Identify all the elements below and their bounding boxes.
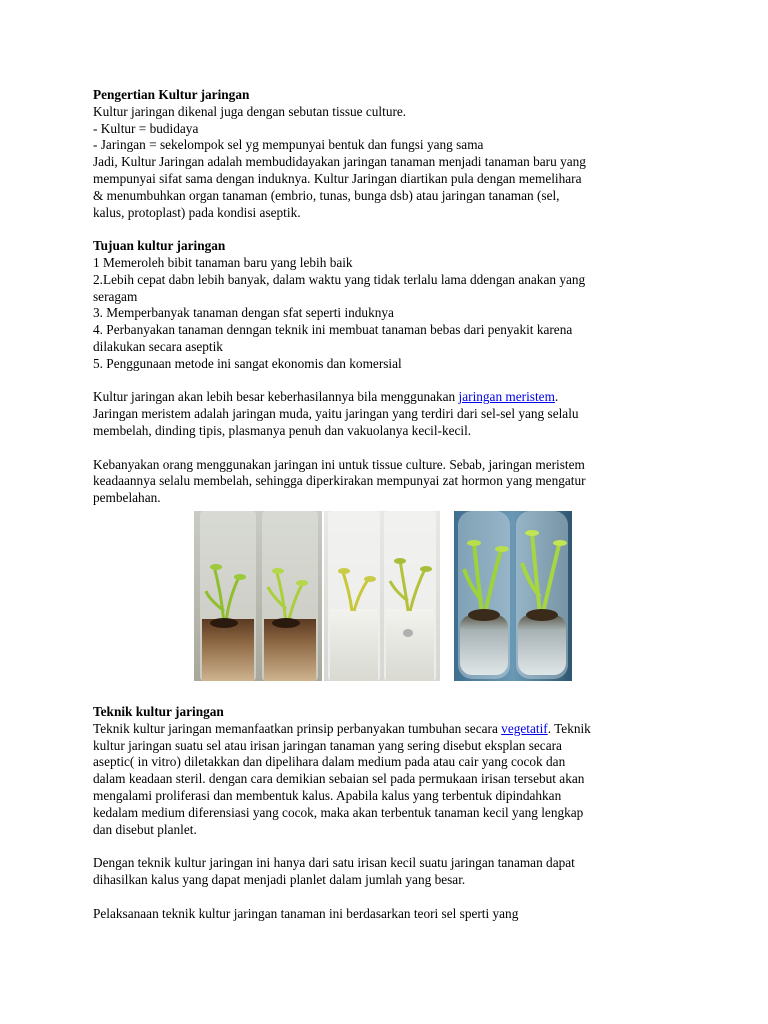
paragraph-gap xyxy=(93,221,693,238)
heading-teknik: Teknik kultur jaringan xyxy=(93,704,224,719)
document-body xyxy=(93,87,693,507)
text-line: - Jaringan = sekelompok sel yg mempunyai bentuk dan fungsi yang sama xyxy=(93,137,484,153)
paragraph-gap xyxy=(93,889,693,906)
text-line: aseptic( in vitro) diletakkan dan dipelihara dalam medium pada atau cair yang cocok dan xyxy=(93,754,566,770)
paragraph-gap xyxy=(93,440,693,457)
document-body-continued xyxy=(93,704,693,922)
text-line: pembelahan. xyxy=(93,490,161,506)
text-line: dihasilkan kalus yang dapat menjadi planlet dalam jumlah yang besar. xyxy=(93,871,466,887)
text-line: kalus, protoplast) pada kondisi aseptik. xyxy=(93,204,301,220)
paragraph-gap xyxy=(93,373,693,390)
text-line: & menumbuhkan organ tanaman (embrio, tunas, bunga dsb) atau jaringan tanaman (sel, xyxy=(93,187,560,203)
tissue-culture-photo xyxy=(194,511,572,681)
list-item: 4. Perbanyakan tanaman denngan teknik ini membuat tanaman bebas dari penyakit karena xyxy=(93,322,573,338)
text-line: mempunyai sifat sama dengan induknya. Kultur Jaringan diartikan pula dengan memelihara xyxy=(93,170,582,186)
meristem-paragraph-first-line xyxy=(93,389,693,406)
text-run: Kultur jaringan akan lebih besar keberhasilannya bila menggunakan xyxy=(93,389,459,405)
text-line: Jaringan meristem adalah jaringan muda, yaitu jaringan yang terdiri dari sel-sel yang selalu xyxy=(93,406,579,422)
text-line: Kultur jaringan dikenal juga dengan sebutan tissue culture. xyxy=(93,103,407,119)
text-line: kedalam medium diferensiasi yang cocok, maka akan terbentuk tanaman kecil yang lengkap xyxy=(93,804,584,820)
list-item: 5. Penggunaan metode ini sangat ekonomis dan komersial xyxy=(93,355,402,371)
text-line: Dengan teknik kultur jaringan ini hanya dari satu irisan kecil suatu jaringan tanaman dapat xyxy=(93,855,575,871)
text-line: Jadi, Kultur Jaringan adalah membudidayakan jaringan tanaman menjadi tanaman baru yang xyxy=(93,154,586,170)
list-item: 3. Memperbanyak tanaman dengan sfat seperti induknya xyxy=(93,305,394,321)
text-run: . Teknik xyxy=(547,720,591,736)
text-line: Kebanyakan orang menggunakan jaringan ini untuk tissue culture. Sebab, jaringan meristem xyxy=(93,456,585,472)
vegetatif-link[interactable]: vegetatif xyxy=(501,720,548,736)
jaringan-meristem-link[interactable]: jaringan meristem xyxy=(458,389,555,405)
text-line: membelah, dinding tipis, plasmanya penuh dan vakuolanya kecil-kecil. xyxy=(93,422,472,438)
list-item: dilakukan secara aseptik xyxy=(93,338,223,354)
list-item: 1 Memeroleh bibit tanaman baru yang lebih baik xyxy=(93,254,353,270)
text-line: dalam keadaan steril. dengan cara demikian sebaian sel pada permukaan irisan tersebut akan xyxy=(93,771,585,787)
text-line: dan disebut planlet. xyxy=(93,821,197,837)
text-line: mengalami proliferasi dan membentuk kalus. Apabila kalus yang terbentuk dipindahkan xyxy=(93,787,562,803)
list-item: 2.Lebih cepat dabn lebih banyak, dalam waktu yang tidak terlalu lama ddengan anakan yang xyxy=(93,271,586,287)
paragraph-gap xyxy=(93,838,693,855)
text-run: Teknik kultur jaringan memanfaatkan prinsip perbanyakan tumbuhan secara xyxy=(93,720,502,736)
list-item: seragam xyxy=(93,288,138,304)
text-line: kultur jaringan suatu sel atau irisan jaringan tanaman yang sering disebut eksplan secara xyxy=(93,737,562,753)
text-line: keadaannya selalu membelah, sehingga diperkirakan mempunyai zat hormon yang mengatur xyxy=(93,473,586,489)
text-run: . xyxy=(554,389,559,405)
teknik-paragraph-first-line xyxy=(93,721,693,738)
text-line: Pelaksanaan teknik kultur jaringan tanaman ini berdasarkan teori sel sperti yang xyxy=(93,905,519,921)
text-line: - Kultur = budidaya xyxy=(93,120,199,136)
heading-tujuan: Tujuan kultur jaringan xyxy=(93,238,226,254)
heading-pengertian: Pengertian Kultur jaringan xyxy=(93,87,250,102)
